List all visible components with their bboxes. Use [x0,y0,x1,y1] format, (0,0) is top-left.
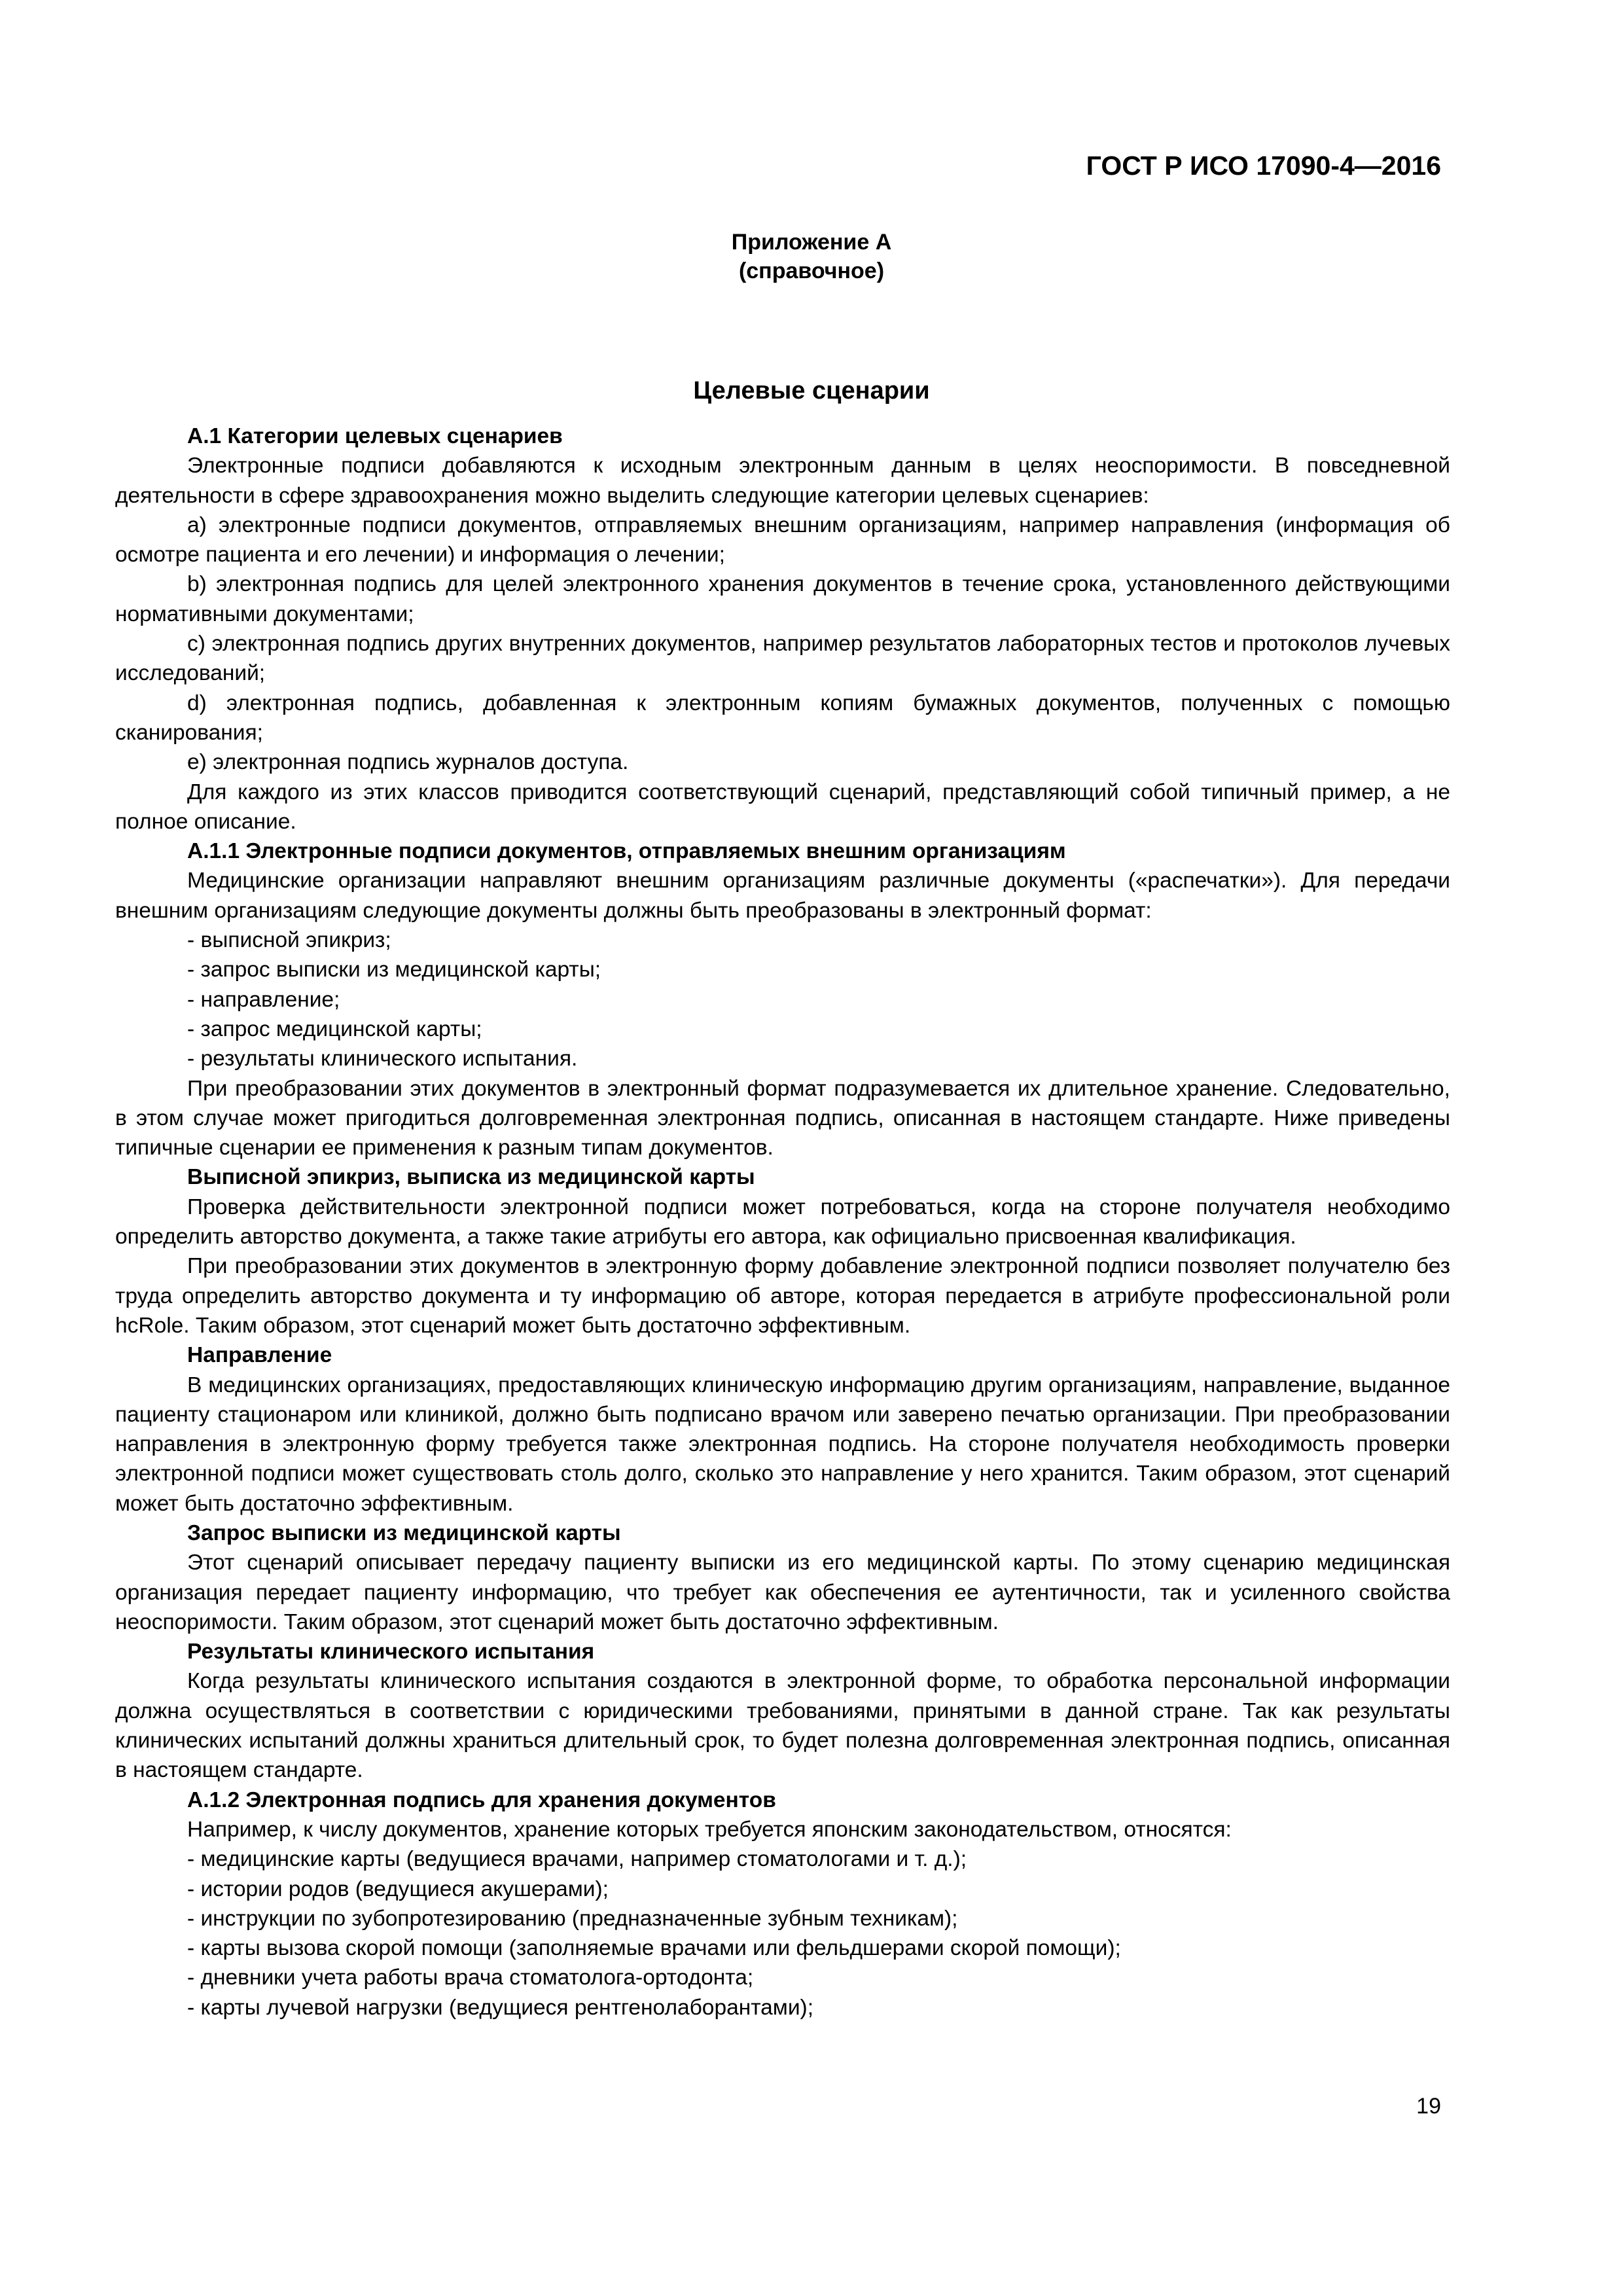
subheading-discharge: Выписной эпикриз, выписка из медицинской карты [187,1165,755,1190]
paragraph: Например, к числу документов, хранение которых требуется японским законодательством, относятся: [187,1817,1232,1842]
list-item-category: e) электронная подпись журналов доступа. [187,750,629,775]
list-item-document: - запрос медицинской карты; [187,1016,482,1041]
subheading-record-request: Запрос выписки из медицинской карты [187,1520,621,1545]
list-item-category: b) электронная подпись для целей электронного хранения документов в течение срока, установленного действующими нормативными документами; [115,572,1450,626]
paragraph: В медицинских организациях, предоставляющих клиническую информацию другим организациям, направление, выданное пациенту стационаром или клиникой, должно быть подписано врачом или заверено печатью организации. При преобразовании направления в электронную форму требуется также электронная подпись. На стороне получателя необходимость проверки электронной подписи может существовать столь долго, сколько это направление у него хранится. Таким образом, этот сценарий может быть достаточно эффективным. [115,1372,1450,1516]
list-item-stored-document: - инструкции по зубопротезированию (предназначенные зубным техникам); [187,1906,958,1931]
document-body [115,422,1450,2022]
subheading-referral: Направление [187,1343,332,1368]
paragraph: Электронные подписи добавляются к исходным электронным данным в целях неоспоримости. В повседневной деятельности в сфере здравоохранения можно выделить следующие категории целевых сценариев: [115,454,1450,508]
list-item-category: d) электронная подпись, добавленная к электронным копиям бумажных документов, полученных с помощью сканирования; [115,691,1450,745]
list-item-document: - запрос выписки из медицинской карты; [187,958,601,982]
list-item-stored-document: - медицинские карты (ведущиеся врачами, например стоматологами и т. д.); [187,1847,967,1872]
list-item-stored-document: - карты лучевой нагрузки (ведущиеся рентгенолаборантами); [187,1995,814,2020]
section-heading-a1: А.1 Категории целевых сценариев [187,424,563,448]
annex-heading [0,228,1623,285]
annex-title: Целевые сценарии [693,377,930,404]
section-heading-a11: А.1.1 Электронные подписи документов, отправляемых внешним организациям [187,839,1066,864]
page-number: 19 [1416,2094,1441,2119]
annex-kind: (справочное) [738,259,885,283]
annex-label: Приложение А [731,230,892,255]
paragraph: Медицинские организации направляют внешним организациям различные документы («распечатки»). Для передачи внешним организациям следующие документы должны быть преобразованы в электронный формат: [115,869,1450,923]
paragraph: Проверка действительности электронной подписи может потребоваться, когда на стороне получателя необходимо определить авторство документа, а также такие атрибуты его автора, как официально присвоенная квалификация. [115,1194,1450,1249]
list-item-document: - выписной эпикриз; [187,928,391,953]
list-item-document: - результаты клинического испытания. [187,1047,578,1071]
list-item-category: c) электронная подпись других внутренних документов, например результатов лабораторных тестов и протоколов лучевых исследований; [115,632,1450,686]
paragraph: Когда результаты клинического испытания создаются в электронной форме, то обработка персональной информации должна осуществляться в соответствии с юридическими требованиями, принятыми в данной стране. Так как результаты клинических испытаний должны храниться длительный срок, то будет полезна долговременная электронная подпись, описанная в настоящем стандарте. [115,1669,1450,1783]
list-item-category: a) электронные подписи документов, отправляемых внешним организациям, например направления (информация об осмотре пациента и его лечении) и информация о лечении; [115,512,1450,567]
list-item-stored-document: - карты вызова скорой помощи (заполняемые врачами или фельдшерами скорой помощи); [187,1936,1121,1961]
subheading-trial-results: Результаты клинического испытания [187,1640,595,1664]
list-item-document: - направление; [187,987,340,1012]
paragraph: Для каждого из этих классов приводится соответствующий сценарий, представляющий собой типичный пример, а не полное описание. [115,780,1450,834]
list-item-stored-document: - истории родов (ведущиеся акушерами); [187,1876,609,1901]
standard-designation: ГОСТ Р ИСО 17090-4—2016 [1086,151,1441,181]
paragraph: При преобразовании этих документов в электронную форму добавление электронной подписи позволяет получателю без труда определить авторство документа и ту информацию об авторе, которая передается в атрибуте профессиональной роли hcRole. Таким образом, этот сценарий может быть достаточно эффективным. [115,1254,1450,1338]
paragraph: Этот сценарий описывает передачу пациенту выписки из его медицинской карты. По этому сценарию медицинская организация передает пациенту информацию, что требует как обеспечения ее аутентичности, так и усиленного свойства неоспоримости. Таким образом, этот сценарий может быть достаточно эффективным. [115,1551,1450,1634]
list-item-stored-document: - дневники учета работы врача стоматолога-ортодонта; [187,1965,754,1990]
section-heading-a12: А.1.2 Электронная подпись для хранения документов [187,1787,776,1812]
paragraph: При преобразовании этих документов в электронный формат подразумевается их длительное хранение. Следовательно, в этом случае может пригодиться долговременная электронная подпись, описанная в настоящем стандарте. Ниже приведены типичные сценарии ее применения к разным типам документов. [115,1076,1450,1160]
